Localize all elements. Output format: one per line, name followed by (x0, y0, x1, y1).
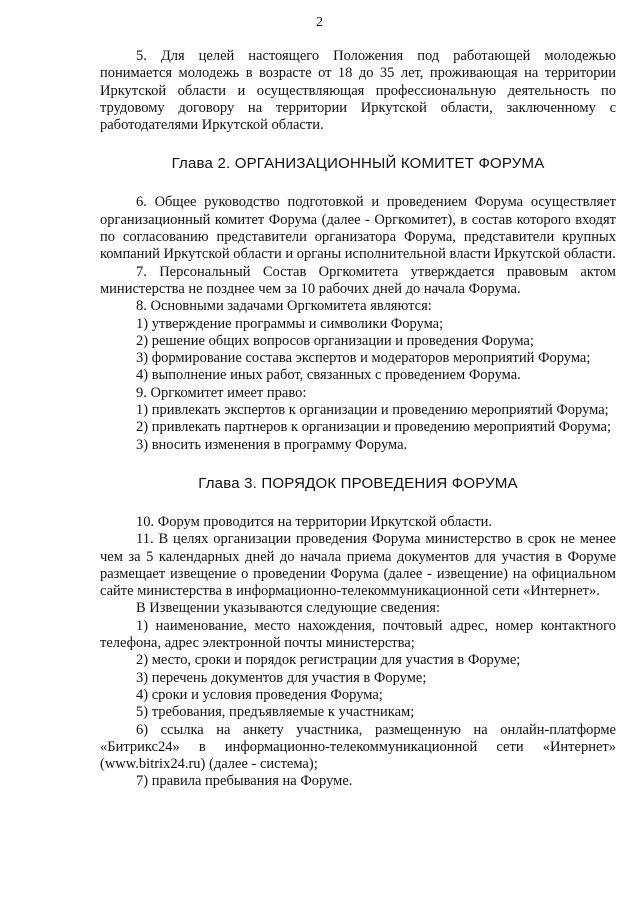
list-item: 2) привлекать партнеров к организации и проведению мероприятий Форума; (136, 419, 611, 436)
paragraph-11: 11. В целях организации проведения Форума министерство в срок не менее чем за 5 календарных дней до начала приема документов для участия в Форуме размещает извещение о проведении Форума (далее - извещение) на официальном сайте министерства в информационно-телекоммуникационной сети «Интернет». (100, 531, 616, 600)
paragraph-8: 8. Основными задачами Оргкомитета являются: (136, 298, 432, 315)
paragraph-9: 9. Оргкомитет имеет право: (136, 384, 307, 401)
list-item: 2) место, сроки и порядок регистрации для участия в Форуме; (136, 652, 521, 669)
paragraph-5: 5. Для целей настоящего Положения под работающей молодежью понимается молодежь в возрасте от 18 до 35 лет, проживающая на территории Иркутской области и осуществляющая профессиональную деятельность по трудовому договору на территории Иркутской области, заключенному с работодателями Иркутской области. (100, 48, 616, 134)
document-body (100, 48, 616, 791)
list-item: 7) правила пребывания на Форуме. (136, 773, 353, 790)
paragraph-7: 7. Персональный Состав Оргкомитета утверждается правовым актом министерства не позднее чем за 10 рабочих дней до начала Форума. (100, 263, 616, 297)
list-item: 3) перечень документов для участия в Форуме; (136, 669, 427, 686)
list-item: 6) ссылка на анкету участника, размещенную на онлайн-платформе «Битрикс24» в информационно-телекоммуникационной сети «Интернет» (www.bitrix24.ru) (далее - система); (100, 721, 616, 773)
list-item: 5) требования, предъявляемые к участникам; (136, 704, 415, 721)
paragraph-10: 10. Форум проводится на территории Иркутской области. (136, 513, 493, 530)
list-item: 1) наименование, место нахождения, почтовый адрес, номер контактного телефона, адрес электронной почты министерства; (100, 617, 616, 652)
list-item: 2) решение общих вопросов организации и проведения Форума; (136, 332, 534, 349)
chapter-3-title: Глава 3. ПОРЯДОК ПРОВЕДЕНИЯ ФОРУМА (198, 474, 518, 492)
list-item: 1) утверждение программы и символики Форума; (136, 315, 444, 332)
page-number: 2 (316, 15, 323, 30)
list-item: 4) сроки и условия проведения Форума; (136, 686, 383, 703)
list-item: 3) формирование состава экспертов и модераторов мероприятий Форума; (136, 350, 591, 367)
notice-intro: В Извещении указываются следующие сведения: (136, 600, 440, 617)
paragraph-6: 6. Общее руководство подготовкой и проведением Форума осуществляет организационный комитет Форума (далее - Оргкомитет), в состав которого входят по согласованию представители организатора Форума, представители крупных компаний Иркутской области и органы исполнительной власти Иркутской области. (100, 194, 616, 263)
list-item: 4) выполнение иных работ, связанных с проведением Форума. (136, 367, 521, 384)
list-item: 1) привлекать экспертов к организации и проведению мероприятий Форума; (136, 402, 609, 419)
list-item: 3) вносить изменения в программу Форума. (136, 436, 408, 453)
chapter-2-title: Глава 2. ОРГАНИЗАЦИОННЫЙ КОМИТЕТ ФОРУМА (171, 155, 545, 173)
